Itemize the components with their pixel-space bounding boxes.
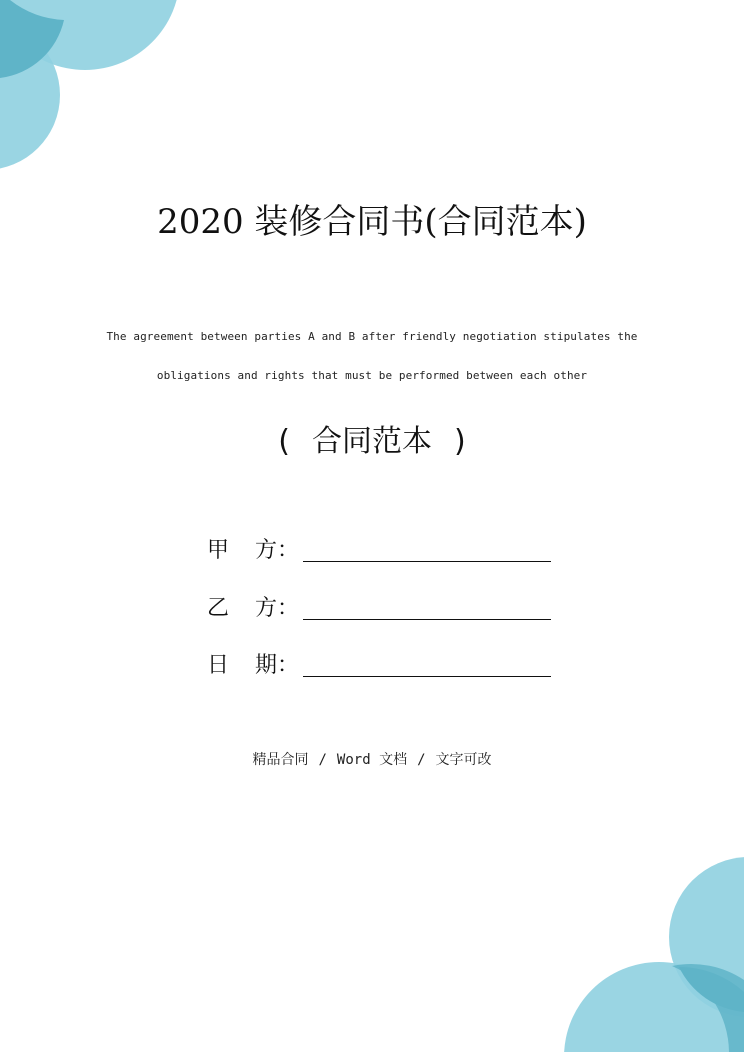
subtitle-line-1: The agreement between parties A and B after friendly negotiation stipulates the <box>106 330 638 343</box>
contract-template-heading <box>0 422 744 462</box>
party-b-colon: ： <box>277 596 300 621</box>
party-b-blank-line[interactable] <box>303 593 551 620</box>
subtitle-line-2: obligations and rights that must be performed between each other <box>156 369 588 382</box>
date-colon: ： <box>277 653 300 678</box>
footer-part-1: 精品合同 <box>252 752 309 768</box>
contract-template-text: 合同范本 <box>312 424 432 459</box>
date-blank-line[interactable] <box>303 650 551 677</box>
party-b-field <box>207 590 551 622</box>
party-a-blank-line[interactable] <box>303 535 551 562</box>
party-a-field <box>207 532 551 564</box>
footer-separator-1: / <box>318 752 327 768</box>
date-label-char1: 日 <box>207 653 230 678</box>
party-a-label-char2: 方 <box>255 538 278 563</box>
top-left-decoration <box>0 0 180 200</box>
footer-separator-2: / <box>417 752 426 768</box>
party-a-label-char1: 甲 <box>207 538 230 563</box>
footer-part-3: 文字可改 <box>435 752 492 768</box>
date-label-char2: 期 <box>255 653 278 678</box>
date-field <box>207 647 551 679</box>
bottom-right-decoration <box>564 852 744 1052</box>
footer-part-2: Word 文档 <box>336 752 408 768</box>
open-paren: ( <box>278 424 290 459</box>
party-b-label-char2: 方 <box>255 596 278 621</box>
close-paren: ) <box>454 424 466 459</box>
party-b-label-char1: 乙 <box>207 596 230 621</box>
party-a-colon: ： <box>277 538 300 563</box>
document-title: 2020 装修合同书(合同范本) <box>157 202 587 242</box>
footer-note <box>0 749 744 769</box>
